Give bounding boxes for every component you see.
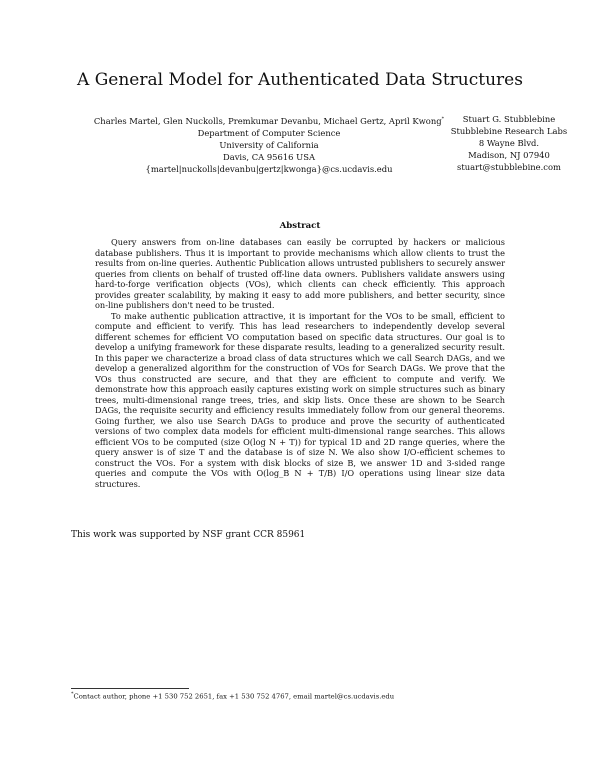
- author-department: Department of Computer Science: [197, 127, 341, 138]
- paper-title: A General Model for Authenticated Data Structures: [77, 70, 523, 90]
- abstract-paragraph-2: To make authentic publication attractive, it is important for the VOs to be small, efficient to compute and efficient to verify. This has lead researchers to independently develop several different schemes for efficient VO computation based on specific data structures. Our goal is to develop a unifying framework for these disparate results, leading to a generalized security result. In this paper we characterize a broad class of data structures which we call Search DAGs, and we develop a generalized algorithm for the construction of VOs for Search DAGs. We prove that the VOs thus constructed are secure, and that they are efficient to compute and verify. We demonstrate how this approach easily captures existing work on simple structures such as binary trees, multi-dimensional range trees, tries, and skip lists. Once these are shown to be Search DAGs, the requisite security and efficiency results immediately follow from our general theorems. Going further, we also use Search DAGs to produce and prove the security of authenticated versions of two complex data models for efficient multi-dimensional range searches. This allows efficient VOs to be computed (size O(log N + T)) for typical 1D and 2D range queries, where the query answer is of size T and the database is of size N. We also show I/O-efficient schemes to construct the VOs. For a system with disk blocks of size B, we answer 1D and 3-sided range queries and compute the VOs with O(log_B N + T/B) I/O operations using linear size data structures.: [95, 310, 505, 489]
- author-name-stubblebine: Stuart G. Stubblebine: [462, 114, 556, 124]
- abstract-body: [95, 237, 505, 489]
- author-city-stubblebine: Madison, NJ 07940: [468, 150, 550, 160]
- author-org-stubblebine: Stubblebine Research Labs: [450, 126, 568, 136]
- author-university: University of California: [219, 139, 319, 150]
- author-email-stubblebine: stuart@stubblebine.com: [457, 162, 561, 172]
- author-names-text: Charles Martel, Glen Nuckolls, Premkumar Devanbu, Michael Gertz, April Kwong: [93, 115, 442, 126]
- abstract-heading: Abstract: [279, 221, 321, 231]
- author-street-stubblebine: 8 Wayne Blvd.: [478, 138, 540, 148]
- author-email: {martel|nuckolls|devanbu|gertz|kwonga}@cs.ucdavis.edu: [145, 163, 393, 174]
- footnote-text: Contact author, phone +1 530 752 2651, fax +1 530 752 4767, email martel@cs.ucdavis.edu: [73, 692, 395, 701]
- footnote-marker-bottom: *: [71, 691, 74, 697]
- footnote-marker: *: [441, 116, 445, 122]
- funding-note: This work was supported by NSF grant CCR 85961: [71, 530, 306, 540]
- author-city: Davis, CA 95616 USA: [222, 151, 315, 162]
- abstract-paragraph-1: Query answers from on-line databases can easily be corrupted by hackers or malicious database publishers. Thus it is important to provide mechanisms which allow clients to trust the results from on-line queries. Authentic Publication allows untrusted publishers to securely answer queries from clients on behalf of trusted off-line data owners. Publishers validate answers using hard-to-forge verification objects (VOs), which clients can check efficiently. This approach provides greater scalability, by making it easy to add more publishers, and better security, since on-line publishers don't need to be trusted.: [95, 237, 505, 310]
- author-affiliation-stubblebine: [434, 113, 584, 173]
- footnote: [71, 691, 394, 700]
- author-names: [84, 113, 454, 127]
- footnote-divider: [71, 688, 189, 689]
- author-affiliation-davis: [84, 113, 454, 175]
